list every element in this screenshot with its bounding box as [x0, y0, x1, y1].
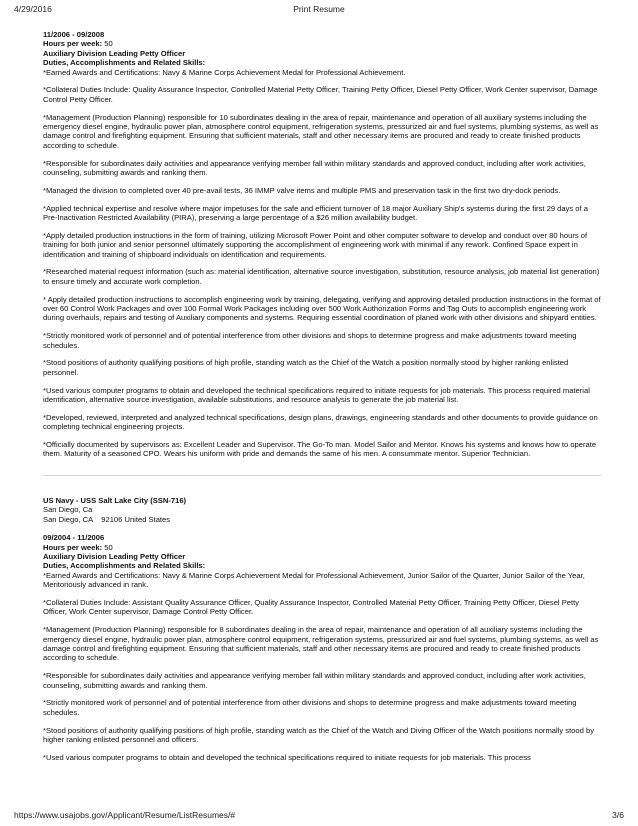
page-url: https://www.usajobs.gov/Applicant/Resume/ListResumes/#: [14, 810, 236, 820]
duty-paragraph: *Applied technical expertise and resolve where major impetuses for the safe and efficient turnover of 18 major Auxiliary Ship's systems during the first 29 days of a Pre-Inactivation Restricted Availability (PIRA), preserving a large percentage of a $26 million availability budget.: [43, 203, 588, 223]
duty-paragraph: *Management (Production Planning) responsible for 8 subordinates dealing in the area of repair, maintenance and operation of all auxiliary systems including the emergency diesel engine, hydraulic power plan, atmosphere control equipment, refrigeration systems, pressurized air and fuel systems, plumbing systems, as well as damage control and firefighting equipment. Ensuring that sufficient materials, staff and other necessary items are procured and ready to create finished products according to schedule.: [43, 625, 599, 663]
hours-value: 50: [104, 542, 113, 552]
print-date: 4/29/2016: [14, 4, 52, 14]
job-dates: 11/2006 - 09/2008: [43, 30, 105, 39]
duty-paragraph: *Researched material request information (such as: material identification, alternative source investigation, substitution, resource analysis, job material list generation) to ensure timely and accurate work completion.: [43, 267, 600, 286]
job-title: Auxiliary Division Leading Petty Officer: [43, 48, 186, 58]
hours-label: Hours per week:: [43, 39, 103, 49]
hours-per-week: [43, 39, 601, 48]
print-title: Print Resume: [293, 4, 345, 14]
duty-paragraph: *Earned Awards and Certifications: Navy & Marine Corps Achievement Medal for Professional Achievement.: [43, 67, 406, 77]
job-entry: [43, 30, 601, 459]
job-entry: [43, 533, 601, 762]
employer-address: San Diego, CA 92106 United States: [43, 514, 171, 524]
duty-paragraph: *Used various computer programs to obtain and developed the technical specifications required to initiate requests for job materials. This process required material identification, alternative source investigation, available substitutions, and resource analysis to generate the job material list.: [43, 385, 590, 405]
hours-value: 50: [104, 39, 113, 49]
duty-paragraph: *Responsible for subordinates daily activities and appearance verifying member fall within military standards and approved conduct, including after work activities, counseling, submitting awards and ranking them.: [43, 158, 586, 178]
duty-paragraph: *Used various computer programs to obtain and developed the technical specifications required to initiate requests for job materials. This process: [43, 752, 531, 762]
print-footer: [14, 810, 624, 822]
duty-paragraph: *Developed, reviewed, interpreted and analyzed technical specifications, design plans, drawings, engineering standards and other documents to provide guidance on completing technical engineering projects.: [43, 412, 598, 432]
duties-heading: Duties, Accomplishments and Related Skills:: [43, 58, 206, 68]
duty-paragraph: *Stood positions of authority qualifying positions of high profile, standing watch as the Chief of the Watch and Diving Officer of the Watch positions normally stood by higher ranking enlisted personnel and officers.: [43, 725, 594, 744]
hours-per-week: [43, 543, 601, 552]
section-divider: [43, 475, 601, 476]
duty-paragraph: *Apply detailed production instructions in the form of training, utilizing Microsoft Power Point and other computer software to develop and conduct over 80 hours of training for both junior and senior personnel ultimately supporting the accomplishment of engineering work with minimal if any rework. Confined Space expert in identification and training of shipboard individuals on identification and requirements.: [43, 230, 588, 259]
resume-content: [43, 30, 601, 771]
employer-entry: [43, 496, 601, 524]
duty-paragraph: * Apply detailed production instructions to accomplish engineering work by training, delegating, verifying and approving detailed production instructions in the format of over 60 Control Work Packages and over 100 Formal Work Packages including over 500 Work Authorization Forms and Tag Outs to accomplish engineering work during overhauls, repairs and testing of Auxiliary components and systems. Requiring essential coordination of planed work with other divisions and shipyard entities.: [43, 294, 601, 323]
employer-city: San Diego, Ca: [43, 505, 93, 515]
duty-paragraph: *Earned Awards and Certifications: Navy & Marine Corps Achievement Medal for Professional Achievement, Junior Sailor of the Quarter, Junior Sailor of the Year, Meritoriously advanced in rank.: [43, 570, 585, 590]
job-dates: 09/2004 - 11/2006: [43, 533, 105, 543]
duty-paragraph: *Management (Production Planning) responsible for 10 subordinates dealing in the area of repair, maintenance and operation of all auxiliary systems including the emergency diesel engine, hydraulic power plan, atmosphere control equipment, refrigeration systems, pressurized air and fuel systems, plumbing systems, as well as damage control and firefighting equipment. Ensuring that sufficient materials, staff and other necessary items are procured and ready to create finished products according to schedule.: [43, 112, 599, 150]
duty-paragraph: *Stood positions of authority qualifying positions of high profile, standing watch as the Chief of the Watch a position normally stood by higher ranking enlisted personnel.: [43, 358, 569, 377]
duty-paragraph: *Responsible for subordinates daily activities and appearance verifying member fall within military standards and approved conduct, including after work activities, counseling, submitting awards and ranking them.: [43, 671, 586, 690]
duty-paragraph: *Collateral Duties Include: Quality Assurance Inspector, Controlled Material Petty Officer, Training Petty Officer, Diesel Petty Officer, Work Center supervisor, Damage Control Petty Officer.: [43, 85, 598, 104]
print-header: [14, 4, 624, 16]
employer-name: US Navy - USS Salt Lake City (SSN-716): [43, 495, 187, 505]
page-number: 3/6: [612, 810, 624, 820]
hours-label: Hours per week:: [43, 542, 103, 552]
duty-paragraph: *Officially documented by supervisors as: Excellent Leader and Supervisor. The Go-To man. Model Sailor and Mentor. Knows his systems and knows how to operate them. Maturity of a seasoned CPO. Wears his uniform with pride and demands the same of his men. A consummate mentor. Superior Technician.: [43, 440, 597, 459]
duties-heading: Duties, Accomplishments and Related Skills:: [43, 561, 206, 571]
duty-paragraph: *Managed the division to completed over 40 pre-avail tests, 36 IMMP valve items and multiple PMS and preservation task in the first two dry-dock periods.: [43, 185, 561, 195]
duty-paragraph: *Strictly monitored work of personnel and of potential interference from other divisions and shops to determine progress and make adjustments toward meeting schedules.: [43, 698, 577, 717]
duty-paragraph: *Collateral Duties Include: Assistant Quality Assurance Officer, Quality Assurance Inspector, Controlled Material Petty Officer, Training Petty Officer, Diesel Petty Officer, Work Center supervisor, Damage Control Petty Officer.: [43, 597, 580, 617]
job-title: Auxiliary Division Leading Petty Officer: [43, 551, 186, 561]
duty-paragraph: *Strictly monitored work of personnel and of potential interference from other divisions and shops to determine progress and make adjustments toward meeting schedules.: [43, 331, 577, 350]
